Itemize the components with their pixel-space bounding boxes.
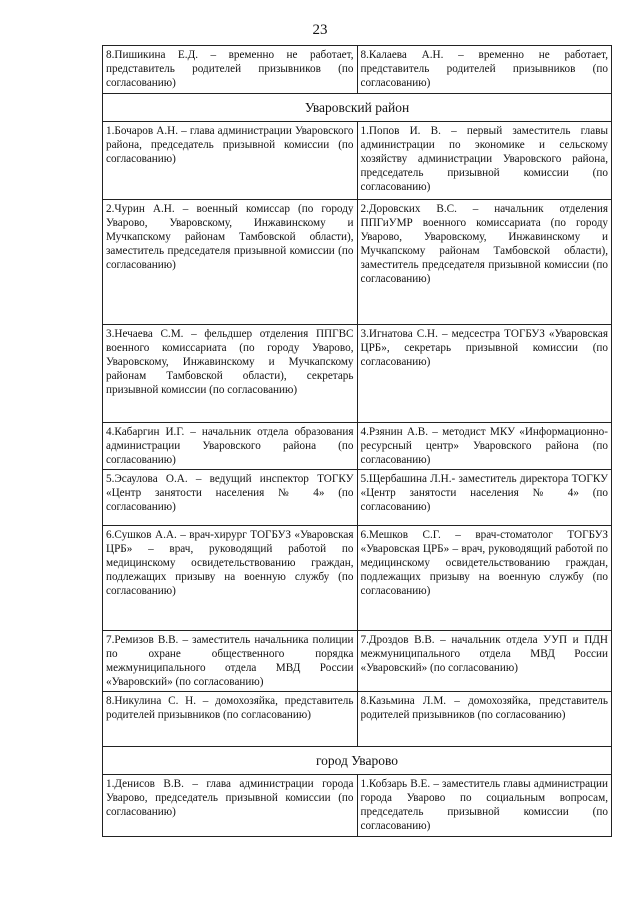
member-row xyxy=(103,46,612,94)
page-number: 23 xyxy=(312,22,328,38)
member-row xyxy=(103,692,612,747)
commission-table xyxy=(102,45,612,837)
main-member-cell: 4.Кабаргин И.Г. – начальник отдела образования администрации Уваровского района (по согласованию) xyxy=(103,423,358,470)
reserve-member-cell: 8.Калаева А.Н. – временно не работает, представитель родителей призывников (по согласованию) xyxy=(357,46,612,94)
reserve-member-cell: 6.Мешков С.Г. – врач-стоматолог ТОГБУЗ «Уваровская ЦРБ» – врач, руководящий работой по медицинскому освидетельствованию граждан, подлежащих призыву на военную службу (по согласованию) xyxy=(357,526,612,631)
member-row xyxy=(103,200,612,325)
member-row xyxy=(103,423,612,470)
member-row xyxy=(103,526,612,631)
member-row xyxy=(103,631,612,692)
reserve-member-cell: 8.Казьмина Л.М. – домохозяйка, представитель родителей призывников (по согласованию) xyxy=(357,692,612,747)
reserve-member-cell: 3.Игнатова С.Н. – медсестра ТОГБУЗ «Уваровская ЦРБ», секретарь призывной комиссии (по согласованию) xyxy=(357,325,612,423)
reserve-member-cell: 4.Рзянин А.В. – методист МКУ «Информационно-ресурсный центр» Уваровского района (по согласованию) xyxy=(357,423,612,470)
reserve-member-cell: 7.Дроздов В.В. – начальник отдела УУП и ПДН межмуниципального отдела МВД России «Уваровский» (по согласованию) xyxy=(357,631,612,692)
main-member-cell: 5.Эсаулова О.А. – ведущий инспектор ТОГКУ «Центр занятости населения № 4» (по согласованию) xyxy=(103,470,358,526)
member-row xyxy=(103,122,612,200)
main-member-cell: 2.Чурин А.Н. – военный комиссар (по городу Уварово, Уваровскому, Инжавинскому и Мучкапскому районам Тамбовской области), заместитель председателя призывной комиссии (по согласованию) xyxy=(103,200,358,325)
main-member-cell: 3.Нечаева С.М. – фельдшер отделения ППГВС военного комиссариата (по городу Уварово, Уваровскому, Инжавинскому и Мучкапскому районам Тамбовской области), секретарь призывной комиссии (по согласованию) xyxy=(103,325,358,423)
section-header-row xyxy=(103,94,612,122)
section-title: Уваровский район xyxy=(103,94,612,122)
main-member-cell: 6.Сушков А.А. – врач-хирург ТОГБУЗ «Уваровская ЦРБ» – врач, руководящий работой по медицинскому освидетельствованию граждан, подлежащих призыву на военную службу (по согласованию) xyxy=(103,526,358,631)
reserve-member-cell: 2.Доровских В.С. – начальник отделения ППГиУМР военного комиссариата (по городу Уварово, Уваровскому, Инжавинскому и Мучкапскому районам Тамбовской области), заместитель председателя призывной комиссии (по согласованию) xyxy=(357,200,612,325)
section-header-row xyxy=(103,747,612,775)
main-member-cell: 7.Ремизов В.В. – заместитель начальника полиции по охране общественного порядка межмуниципального отдела МВД России «Уваровский» (по согласованию) xyxy=(103,631,358,692)
main-member-cell: 8.Никулина С. Н. – домохозяйка, представитель родителей призывников (по согласованию) xyxy=(103,692,358,747)
reserve-member-cell: 1.Попов И. В. – первый заместитель главы администрации по экономике и сельскому хозяйству администрации Уваровского района, председатель призывной комиссии (по согласованию) xyxy=(357,122,612,200)
main-member-cell: 1.Денисов В.В. – глава администрации города Уварово, председатель призывной комиссии (по согласованию) xyxy=(103,775,358,837)
member-row xyxy=(103,470,612,526)
section-title: город Уварово xyxy=(103,747,612,775)
main-member-cell: 1.Бочаров А.Н. – глава администрации Уваровского района, председатель призывной комиссии (по согласованию) xyxy=(103,122,358,200)
member-row xyxy=(103,325,612,423)
main-member-cell: 8.Пишикина Е.Д. – временно не работает, представитель родителей призывников (по согласованию) xyxy=(103,46,358,94)
reserve-member-cell: 5.Щербашина Л.Н.- заместитель директора ТОГКУ «Центр занятости населения № 4» (по согласованию) xyxy=(357,470,612,526)
commission-table-body xyxy=(103,46,612,837)
reserve-member-cell: 1.Кобзарь В.Е. – заместитель главы администрации города Уварово по социальным вопросам, председатель призывной комиссии (по согласованию) xyxy=(357,775,612,837)
member-row xyxy=(103,775,612,837)
